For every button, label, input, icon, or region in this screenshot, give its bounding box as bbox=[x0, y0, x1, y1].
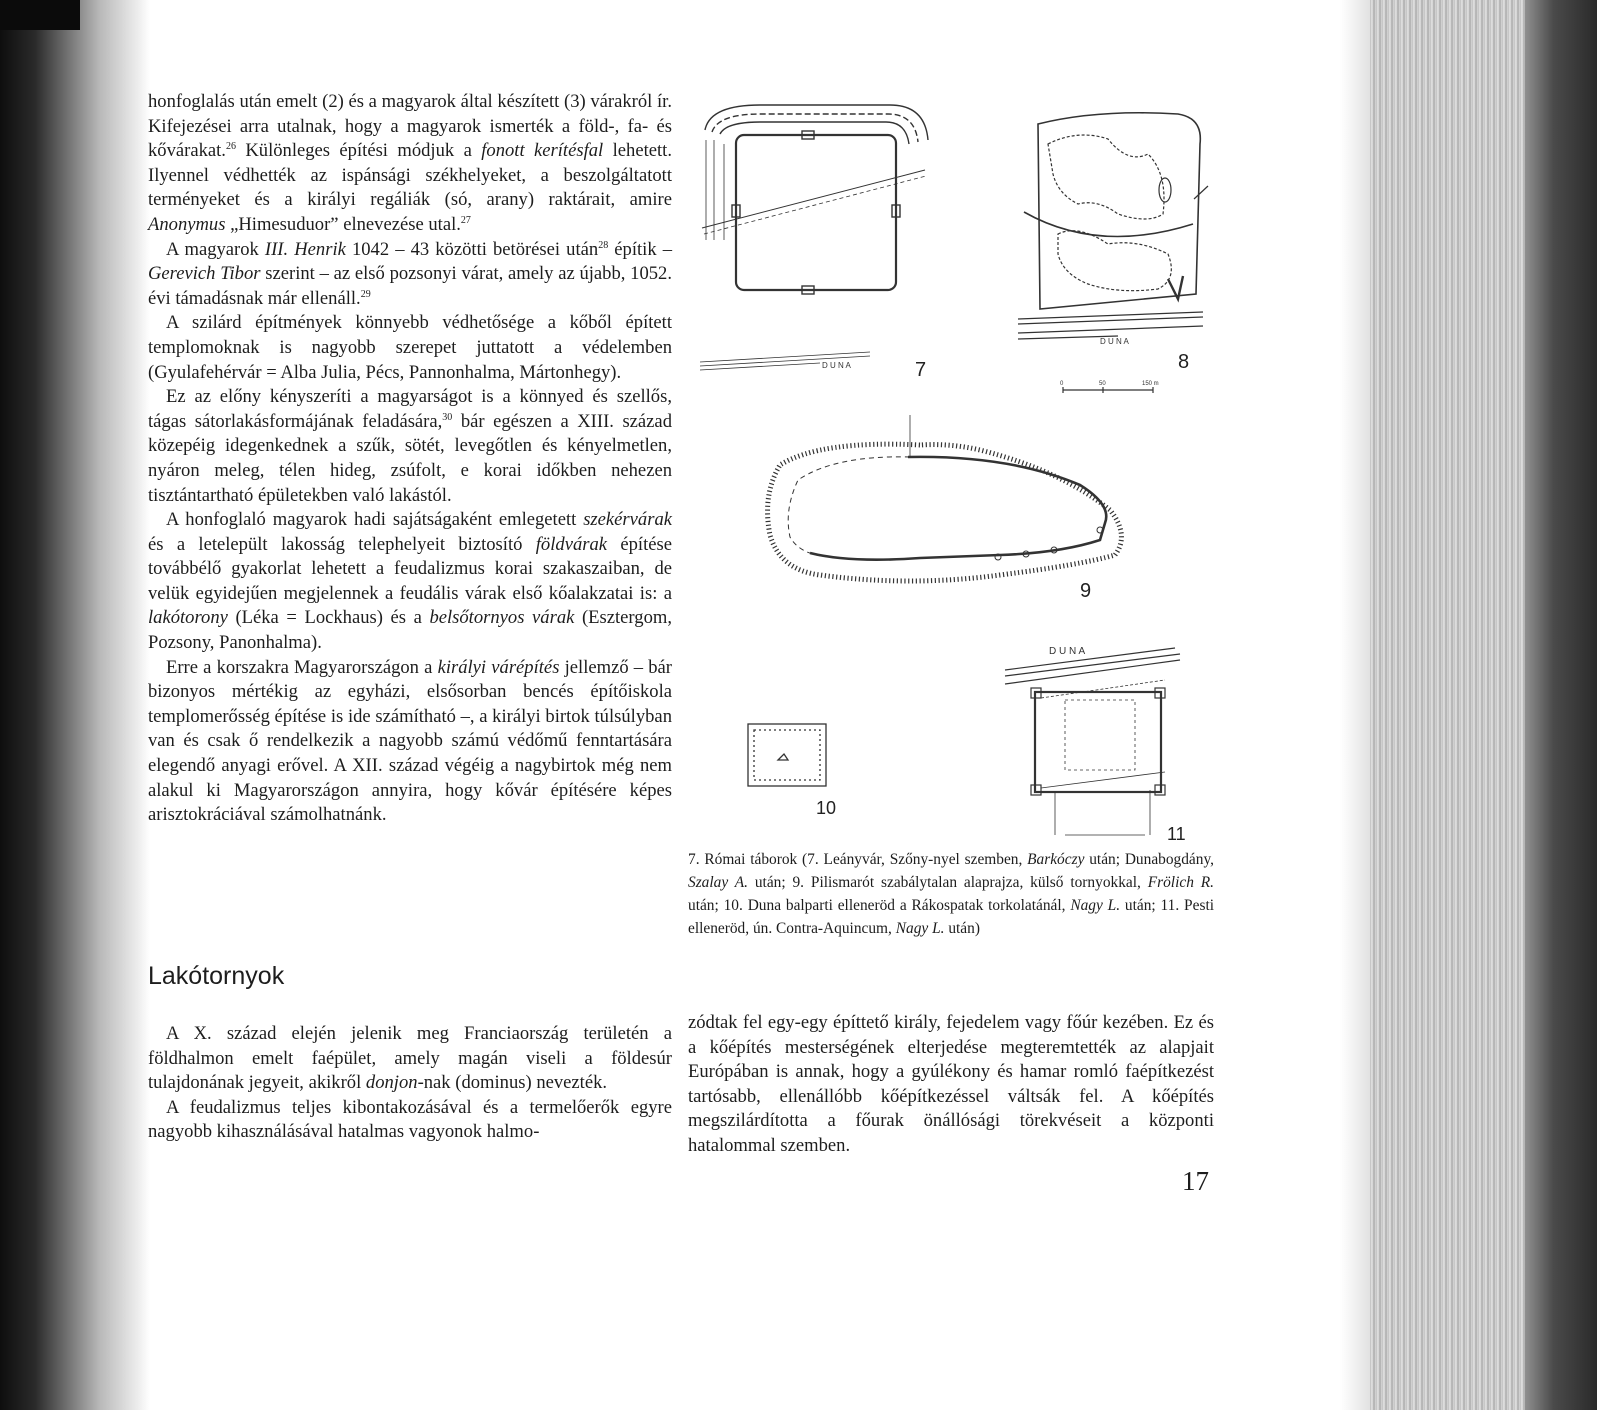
text-run: honfoglalás után emelt (2) és a magyarok által készített (3) várakról ír. Kifejezései arra utalnak, hogy a magyarok ismerték a föld-, fa- és kővárakat. bbox=[148, 91, 672, 162]
italic-text: Anonymus bbox=[148, 213, 226, 235]
book-cover-edge bbox=[1525, 0, 1597, 1410]
text-run: -nak (dominus) nevezték. bbox=[417, 1072, 608, 1094]
text-run: A szilárd építmények könnyebb védhetősége a kőből épített templomoknak is nagyobb szerepet juttatott a védelemben (Gyulafehérvár = Alba Julia, Pécs, Pannonhalma, Mártonhegy). bbox=[148, 312, 672, 383]
text-run: A X. század elején jelenik meg Franciaország területén a földhalmon emelt faépület, amely magán viseli a földesúr tulajdonának jegyeit, akikről bbox=[148, 1023, 672, 1094]
italic-text: földvárak bbox=[535, 533, 608, 555]
footnote-ref: 26 bbox=[225, 141, 236, 152]
figure-7-number: 7 bbox=[915, 359, 927, 381]
figure-8-number: 8 bbox=[1178, 351, 1190, 373]
text-run: (Léka = Lockhaus) és a bbox=[227, 607, 430, 629]
paragraph bbox=[148, 385, 672, 508]
text-run: után; 10. Duna balparti elleneröd a Rákospatak torkolatánál, bbox=[688, 897, 1071, 914]
figure-7-river-label: D U N A bbox=[822, 361, 851, 370]
text-run: után; 11. Pesti elleneröd, ún. Contra-Aquincum, bbox=[688, 897, 1214, 937]
figure-10-plan bbox=[744, 720, 854, 830]
italic-text: Nagy L. bbox=[895, 920, 945, 937]
figure-11-plan bbox=[1005, 640, 1215, 850]
italic-text: Gerevich Tibor bbox=[148, 263, 261, 285]
text-run: jellemző – bár bizonyos mértékig az egyházi, elsősorban bencés építőiskola templomerősség építése is ide számítható –, a királyi birtok túlsúlyban van és csak ő rendelkezik a nagyobb számú védőmű fenntartására elegendő anyagi erővel. A XII. század végéig a nagybirtok még nem alakul ki Magyarországon annyira, hogy kővár építésére képes arisztokráciával számolhatnánk. bbox=[148, 656, 672, 826]
text-run: után; 9. Pilismarót szabálytalan alaprajza, külső tornyokkal, bbox=[748, 874, 1148, 891]
figure-8-scale-0: 0 bbox=[1060, 381, 1064, 387]
figure-9-number: 9 bbox=[1080, 580, 1092, 602]
figure-11-river-label: D U N A bbox=[1049, 646, 1086, 657]
figure-8-scale-50: 50 bbox=[1099, 381, 1106, 387]
italic-text: szekérvárak bbox=[583, 509, 672, 531]
text-run: után; Dunabogdány, bbox=[1084, 851, 1215, 868]
text-run: Erre a korszakra Magyarországon a bbox=[166, 656, 438, 678]
text-run: bár egészen a XIII. század közepéig idegenkednek a szűk, sötét, levegőtlen és kényelmetlen, nyáron meleg, télen hideg, zsúfolt, e korai időkben nehezen tisztántartható épületekben való lakástól. bbox=[148, 410, 672, 506]
footnote-ref: 29 bbox=[360, 288, 371, 300]
text-run: A feudalizmus teljes kibontakozásával és a termelőerők egyre nagyobb kihasználásával hatalmas vagyonok halmo- bbox=[148, 1096, 672, 1143]
italic-text: Nagy L. bbox=[1070, 897, 1121, 914]
text-run: 1042 – 43 közötti betörései után bbox=[345, 238, 599, 260]
figure-8-plan bbox=[1018, 104, 1218, 404]
text-run: Különleges építési módjuk a bbox=[235, 140, 482, 162]
book-gutter-shadow bbox=[0, 0, 150, 1410]
paragraph bbox=[688, 1011, 1214, 1159]
text-run: építése továbbélő gyakorlat lehetett a feudalizmus korai szakaszaiban, de velük egyidejűen megjelennek a feudális várak első kőalakzatai is: a bbox=[148, 533, 672, 604]
footnote-ref: 28 bbox=[598, 239, 609, 251]
text-run: 7. Római táborok (7. Leányvár, Szőny-nyel szemben, bbox=[688, 851, 1028, 868]
italic-text: donjon bbox=[365, 1072, 418, 1094]
left-column-text bbox=[148, 90, 672, 828]
page-number: 17 bbox=[1182, 1166, 1209, 1196]
italic-text: királyi várépítés bbox=[437, 656, 560, 678]
italic-text: belsőtornyos várak bbox=[429, 607, 575, 629]
paragraph bbox=[148, 90, 672, 238]
paragraph bbox=[148, 311, 672, 385]
footnote-ref: 30 bbox=[442, 411, 453, 423]
figure-10-number: 10 bbox=[816, 798, 837, 818]
italic-text: lakótorony bbox=[148, 607, 228, 629]
paragraph bbox=[148, 1022, 672, 1096]
text-run: építik – bbox=[608, 238, 672, 260]
text-run: és a letelepült lakosság telephelyeit biztosító bbox=[148, 533, 536, 555]
paragraph bbox=[148, 238, 672, 312]
footnote-ref: 27 bbox=[460, 214, 471, 226]
text-run: A honfoglaló magyarok hadi sajátságaként emlegetett bbox=[166, 509, 584, 531]
figure-9-plan bbox=[760, 415, 1150, 605]
figure-11-number: 11 bbox=[1167, 824, 1186, 844]
italic-text: fonott kerítésfal bbox=[481, 140, 604, 162]
italic-text: Frölich R. bbox=[1147, 874, 1214, 891]
paragraph bbox=[148, 1096, 672, 1145]
text-run: szerint – az első pozsonyi várat, amely az újabb, 1052. évi támadásnak már ellenáll. bbox=[148, 263, 672, 309]
page-corner-shadow bbox=[0, 0, 80, 30]
text-run: lehetett. Ilyennel védhették az ispánsági székhelyeket, a beszolgáltatott terményeket és a királyi regáliák (só, arany) raktárait, amire bbox=[148, 140, 672, 211]
paragraph bbox=[148, 508, 672, 656]
italic-text: Barkóczy bbox=[1027, 851, 1085, 868]
text-run: Ez az előny kényszeríti a magyarságot is a könnyed és szellős, tágas sátorlakásformájának feladására, bbox=[148, 386, 672, 432]
figure-8-river-label: D U N A bbox=[1100, 337, 1129, 346]
figure-7-plan bbox=[700, 100, 940, 390]
figure-8-scale-150: 150 m bbox=[1142, 381, 1159, 387]
figure-caption bbox=[688, 848, 1214, 940]
italic-text: Szalay A. bbox=[688, 874, 749, 891]
italic-text: III. Henrik bbox=[264, 238, 346, 260]
paragraph bbox=[148, 656, 672, 828]
section-title: Lakótornyok bbox=[148, 962, 285, 990]
text-run: (Esztergom, Pozsony, Panonhalma). bbox=[148, 607, 672, 654]
text-run: után) bbox=[944, 920, 980, 937]
text-run: A magyarok bbox=[166, 238, 265, 260]
right-column-bottom-text bbox=[688, 1011, 1214, 1159]
text-run: „Himesuduor” elnevezése utal. bbox=[225, 213, 461, 235]
text-run: zódtak fel egy-egy építtető király, fejedelem vagy főúr kezében. Ez és a kőépítés mesterségének elterjedése megteremtették az alapjait Európában is annak, hogy a gyúlékony és hamar romló faépítkezést tartósabb, ellenállóbb kőépítkezéssel váltsák fel. A kőépítés megszilárdította a főurak önállósági törekvéseit a központi hatalommal szemben. bbox=[688, 1012, 1214, 1156]
left-column-bottom-text bbox=[148, 1022, 672, 1145]
